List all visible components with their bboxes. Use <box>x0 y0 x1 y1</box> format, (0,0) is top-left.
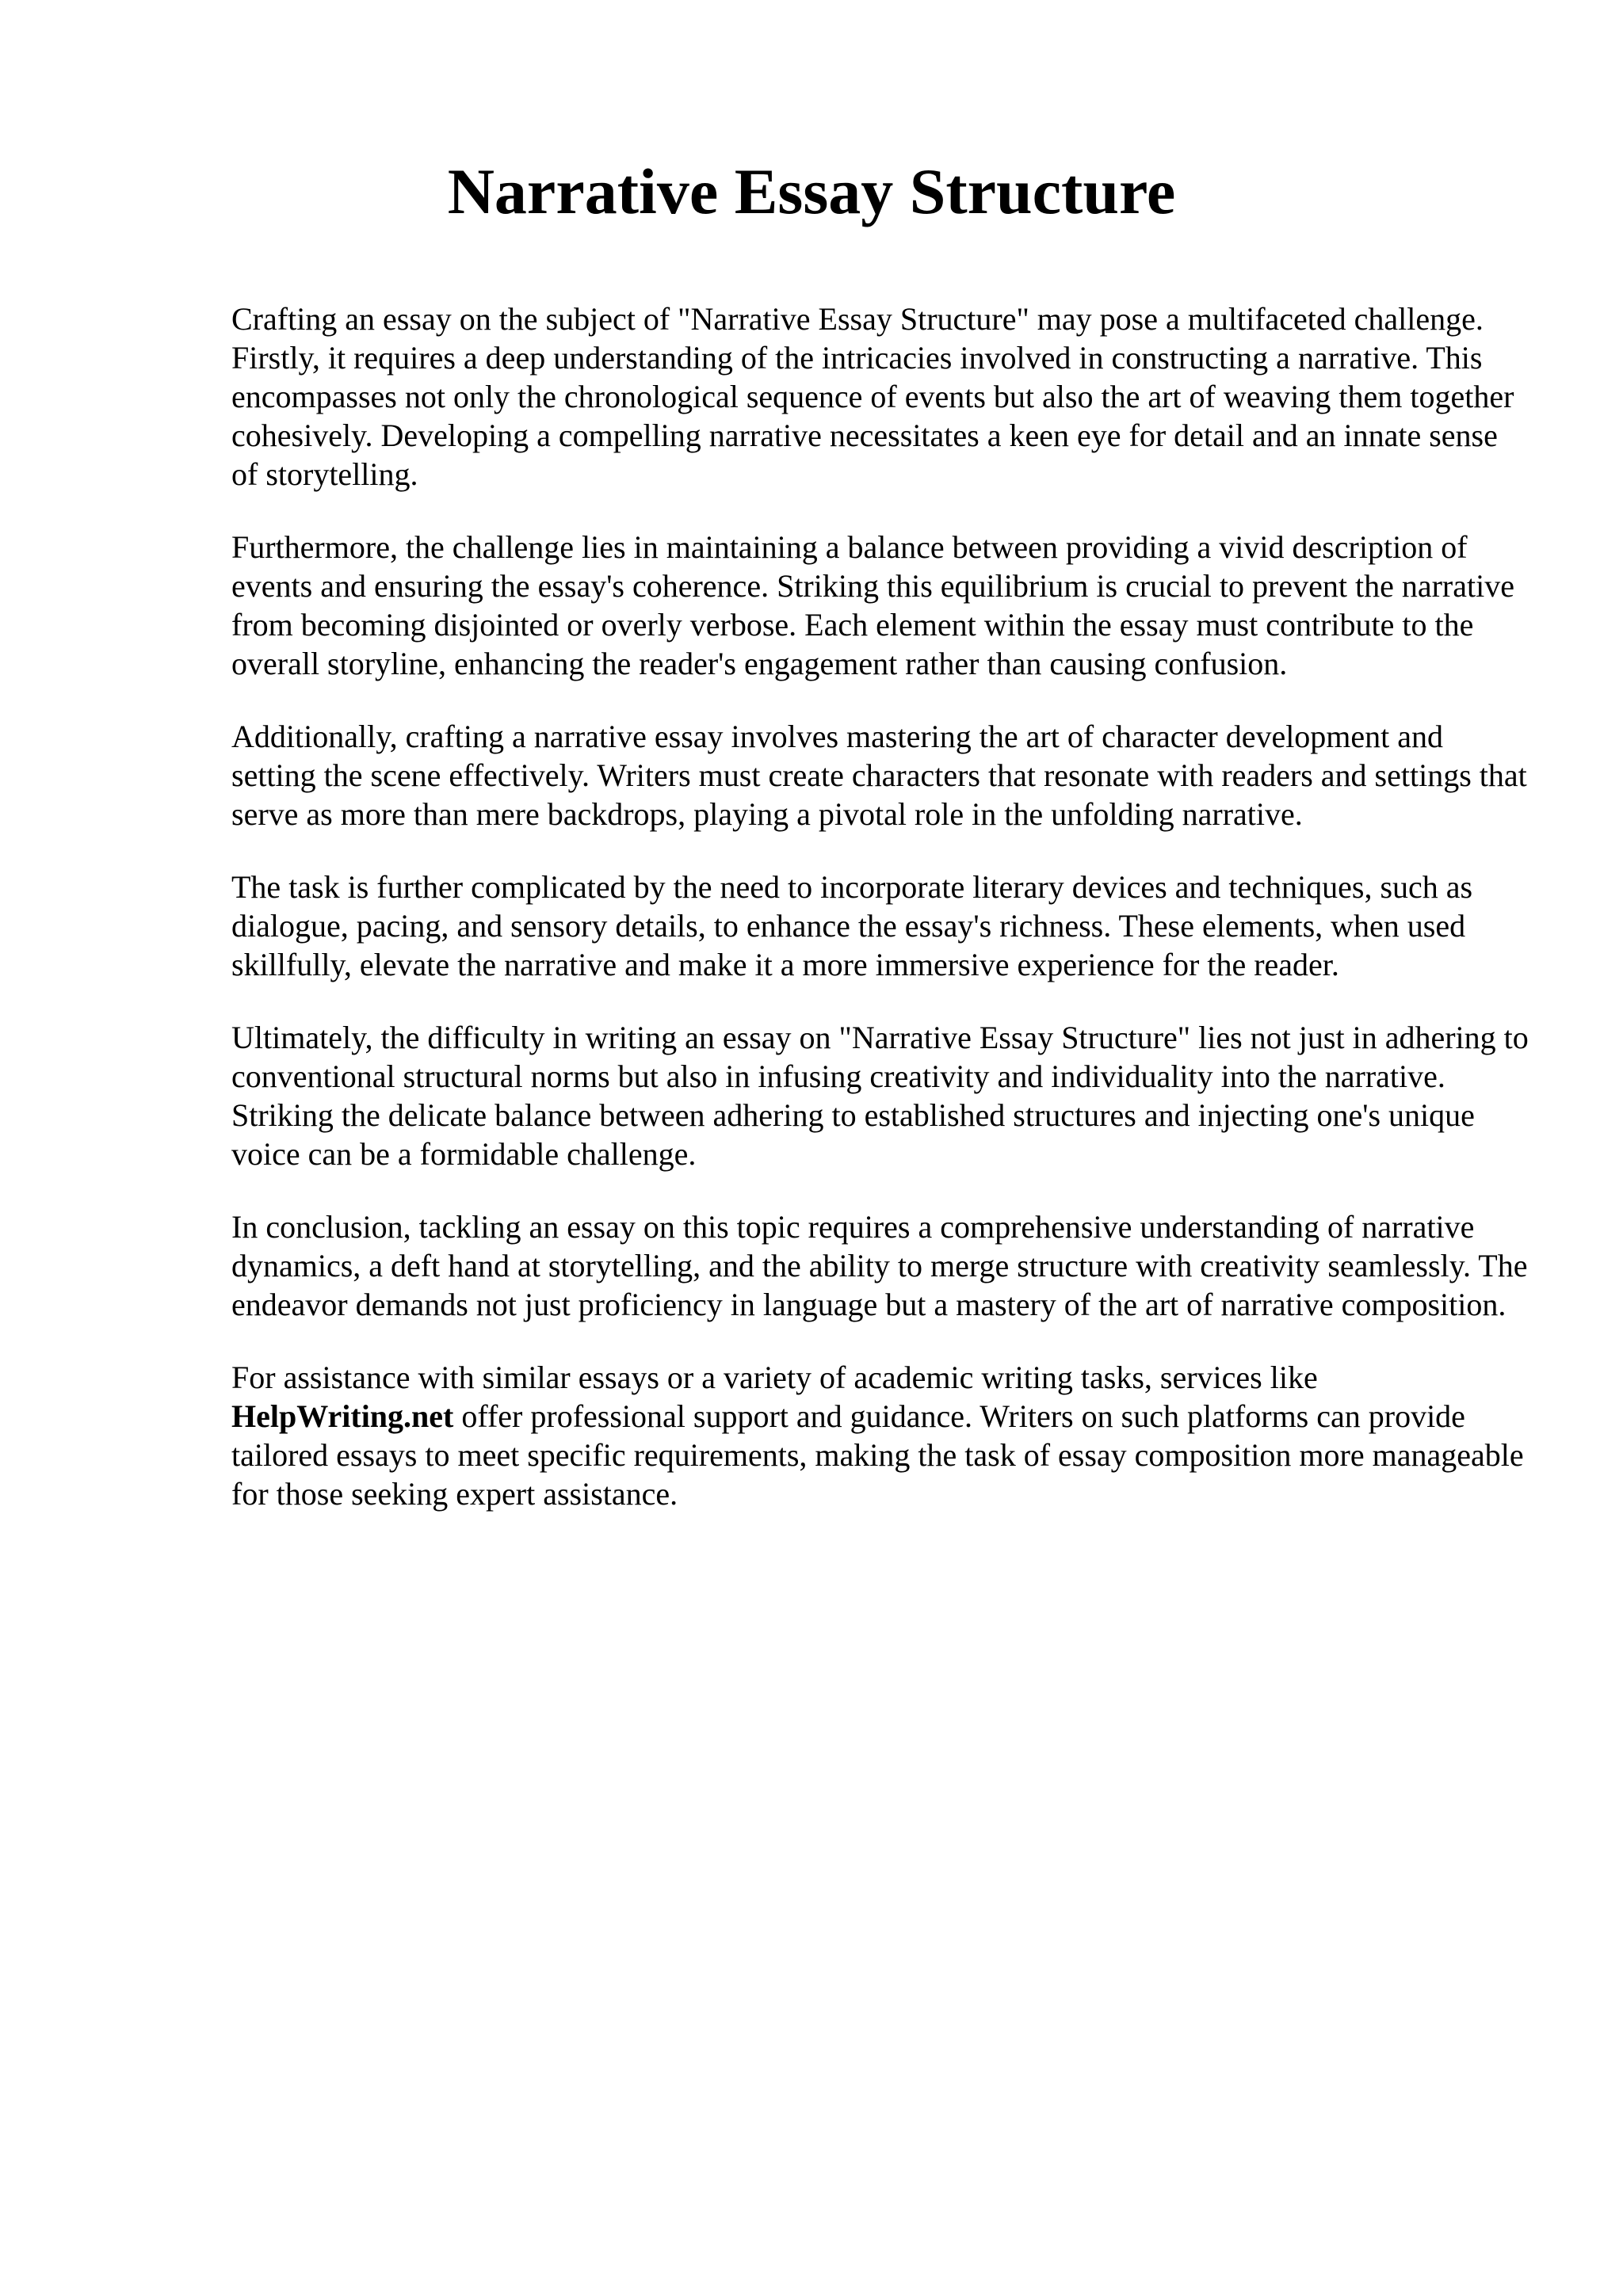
paragraph-1: Crafting an essay on the subject of "Narrative Essay Structure" may pose a multifaceted challenge. Firstly, it requires a deep understanding of the intricacies involved in constructing a narrative. This encompasses not only the chronological sequence of events but also the art of weaving them together cohesively. Developing a compelling narrative necessitates a keen eye for detail and an innate sense of storytelling. <box>231 301 1514 492</box>
paragraph-3: Additionally, crafting a narrative essay involves mastering the art of character development and setting the scene effectively. Writers must create characters that resonate with readers and settings that serve as more than mere backdrops, playing a pivotal role in the unfolding narrative. <box>231 719 1527 832</box>
essay-body <box>231 299 1531 1547</box>
paragraph-5: Ultimately, the difficulty in writing an essay on "Narrative Essay Structure" lies not just in adhering to conventional structural norms but also in infusing creativity and individuality into the narrative. Striking the delicate balance between adhering to established structures and injecting one's unique voice can be a formidable challenge. <box>231 1020 1529 1172</box>
closing-outro: offer professional support and guidance. Writers on such platforms can provide tailored essays to meet specific requirements, making the task of essay composition more manageable for those seeking expert assistance. <box>231 1398 1524 1512</box>
paragraph-closing <box>231 1358 1531 1513</box>
paragraph-2: Furthermore, the challenge lies in maintaining a balance between providing a vivid description of events and ensuring the essay's coherence. Striking this equilibrium is crucial to prevent the narrative from becoming disjointed or overly verbose. Each element within the essay must contribute to the overall storyline, enhancing the reader's engagement rather than causing confusion. <box>231 529 1514 681</box>
page-title: Narrative Essay Structure <box>447 155 1176 227</box>
paragraph-6: In conclusion, tackling an essay on this topic requires a comprehensive understanding of narrative dynamics, a deft hand at storytelling, and the ability to merge structure with creativity seamlessly. The endeavor demands not just proficiency in language but a mastery of the art of narrative composition. <box>231 1209 1528 1322</box>
paragraph-4: The task is further complicated by the need to incorporate literary devices and techniques, such as dialogue, pacing, and sensory details, to enhance the essay's richness. These elements, when used skillfully, elevate the narrative and make it a more immersive experience for the reader. <box>231 869 1473 982</box>
brand-name: HelpWriting.net <box>231 1398 454 1434</box>
closing-intro: For assistance with similar essays or a variety of academic writing tasks, services like <box>231 1360 1318 1395</box>
